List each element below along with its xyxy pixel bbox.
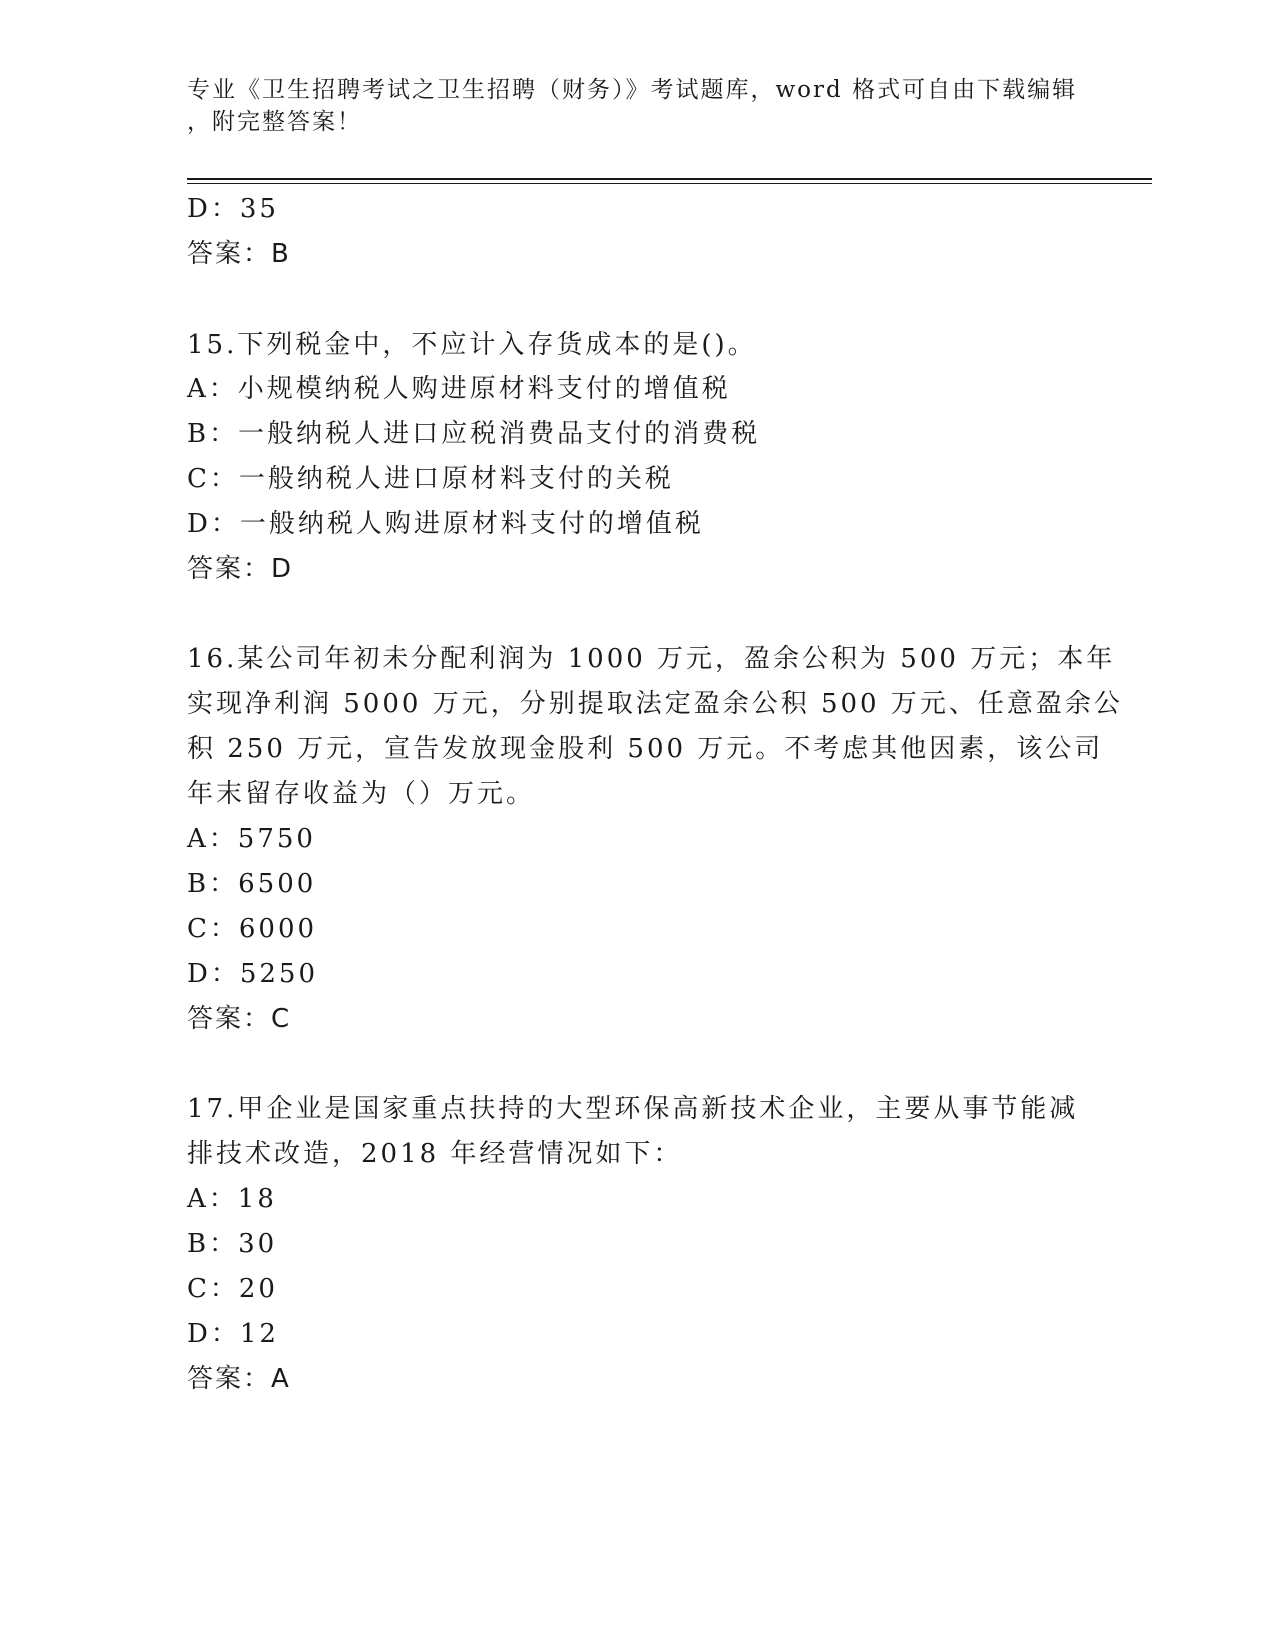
- page-header: [187, 74, 1087, 138]
- q16-option-a: A：5750: [187, 824, 316, 854]
- header-title-line-1: 专业《卫生招聘考试之卫生招聘（财务）》考试题库，word 格式可自由下载编辑: [187, 77, 1078, 103]
- q15-option-c: C：一般纳税人进口原材料支付的关税: [187, 464, 674, 494]
- q15-option-b: B：一般纳税人进口应税消费品支付的消费税: [187, 419, 761, 449]
- header-title-line-2: ，附完整答案！: [187, 109, 362, 135]
- q16-stem-line-2: 实现净利润 5000 万元，分别提取法定盈余公积 500 万元、任意盈余公: [187, 689, 1123, 719]
- q17-stem-line-2: 排技术改造，2018 年经营情况如下：: [187, 1139, 683, 1169]
- q17-option-b: B：30: [187, 1229, 278, 1259]
- q16-stem-line-1: 16.某公司年初未分配利润为 1000 万元，盈余公积为 500 万元；本年: [187, 644, 1116, 674]
- q17-option-c: C：20: [187, 1274, 278, 1304]
- q16-option-d: D：5250: [187, 959, 319, 989]
- prev-answer: 答案：B: [187, 239, 291, 269]
- q15-option-a: A：小规模纳税人购进原材料支付的增值税: [187, 374, 731, 404]
- q17-answer: 答案：A: [187, 1364, 291, 1394]
- q16-stem-line-4: 年末留存收益为（）万元。: [187, 779, 536, 809]
- q17-option-a: A：18: [187, 1184, 277, 1214]
- q17-stem-line-1: 17.甲企业是国家重点扶持的大型环保高新技术企业，主要从事节能减: [187, 1094, 1079, 1124]
- q16-option-b: B：6500: [187, 869, 317, 899]
- prev-option-d: D：35: [187, 194, 279, 224]
- q16-answer: 答案：C: [187, 1004, 292, 1034]
- q16-option-c: C：6000: [187, 914, 318, 944]
- q16-stem-line-3: 积 250 万元，宣告发放现金股利 500 万元。不考虑其他因素，该公司: [187, 734, 1104, 764]
- q17-option-d: D：12: [187, 1319, 279, 1349]
- q15-option-d: D：一般纳税人购进原材料支付的增值税: [187, 509, 704, 539]
- header-divider-thick: [187, 178, 1152, 180]
- q15-answer: 答案：D: [187, 554, 294, 584]
- header-divider-thin: [187, 183, 1152, 184]
- q15-stem: 15.下列税金中，不应计入存货成本的是()。: [187, 330, 757, 360]
